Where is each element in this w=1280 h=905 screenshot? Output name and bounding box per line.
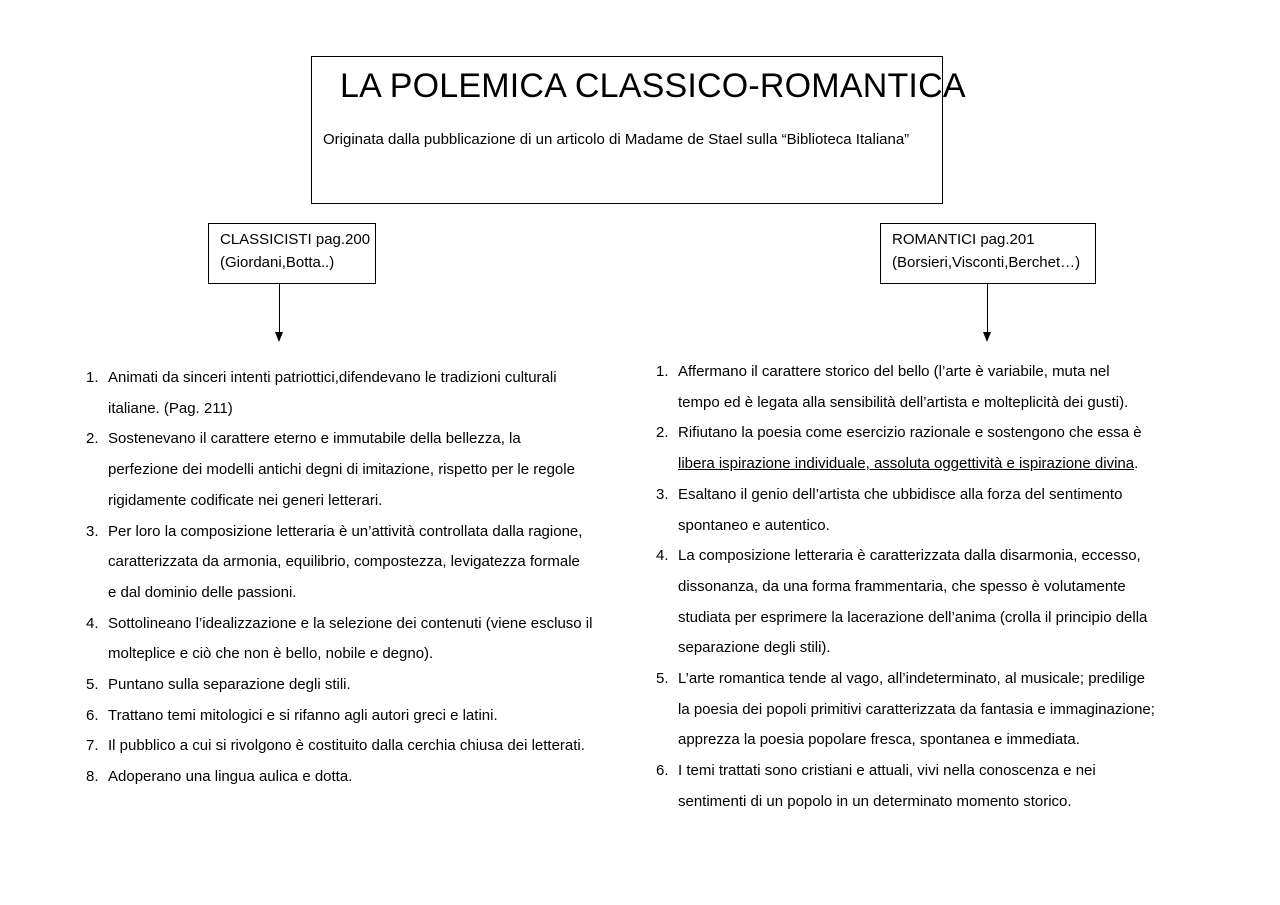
list-item-number: 4. [86,614,99,632]
list-item-line: rigidamente codificate nei generi letterari. [108,491,383,509]
list-item [86,609,616,670]
classicisti-heading: CLASSICISTI pag.200 [220,231,371,248]
list-item-number: 3. [86,522,99,540]
list-item [86,670,616,701]
underlined-text: libera ispirazione individuale, assoluta oggettività e ispirazione divina [678,455,1135,473]
classicisti-authors: (Giordani,Botta..) [220,254,335,271]
list-item-number: 1. [656,363,669,380]
list-item-line: studiata per esprimere la lacerazione dell’anima (crolla il principio della [678,608,1148,626]
list-item-number: 6. [656,762,669,780]
arrow-down-right [987,284,988,340]
underlined-tail: . [1134,455,1139,473]
list-item-line: Esaltano il genio dell’artista che ubbidisce alla forza del sentimento [678,485,1123,503]
romantici-list [656,357,1186,818]
list-item-number: 7. [86,737,99,755]
list-item [656,480,1186,541]
list-item-line: Sottolineano l’idealizzazione e la selezione dei contenuti (viene escluso il [108,614,593,632]
list-item [656,541,1186,664]
list-item-line: separazione degli stili). [678,639,831,657]
romantici-heading: ROMANTICI pag.201 [892,231,1035,248]
list-item-line: dissonanza, da una forma frammentaria, che spesso è volutamente [678,577,1126,595]
list-item-number: 4. [656,547,669,565]
title-box [311,56,966,204]
list-item-line: molteplice e ciò che non è bello, nobile e degno). [108,645,434,663]
classicisti-box [208,223,376,284]
list-item-line: la poesia dei popoli primitivi caratterizzata da fantasia e immaginazione; [678,700,1155,718]
list-item [86,424,616,516]
list-item-line: Animati da sinceri intenti patriottici,difendevano le tradizioni culturali [108,369,557,386]
list-item-number: 5. [656,670,669,688]
list-item-line: caratterizzata da armonia, equilibrio, compostezza, levigatezza formale [108,553,580,571]
page-title: LA POLEMICA CLASSICO-ROMANTICA [340,67,966,105]
list-item-number: 5. [86,676,99,694]
romantici-authors: (Borsieri,Visconti,Berchet…) [892,254,1081,271]
list-item-line: Affermano il carattere storico del bello (l’arte è variabile, muta nel [678,363,1110,380]
list-item-line: Rifiutano la poesia come esercizio razionale e sostengono che essa è [678,424,1142,442]
list-item-line: spontaneo e autentico. [678,516,830,534]
list-item-line: Per loro la composizione letteraria è un’attività controllata dalla ragione, [108,522,583,540]
page-subtitle: Originata dalla pubblicazione di un articolo di Madame de Stael sulla “Biblioteca Italiana” [323,131,910,148]
list-item-line: Adoperano una lingua aulica e dotta. [108,768,353,786]
list-item-line: Trattano temi mitologici e si rifanno agli autori greci e latini. [108,706,498,724]
list-item-number: 1. [86,369,99,386]
list-item-line: apprezza la poesia popolare fresca, spontanea e immediata. [678,731,1080,749]
list-item-line: e dal dominio delle passioni. [108,583,297,601]
list-item-line: italiane. (Pag. 211) [108,399,233,417]
list-item [86,762,616,793]
list-item [656,418,1186,479]
list-item-line: La composizione letteraria è caratterizzata dalla disarmonia, eccesso, [678,547,1141,565]
list-item-number: 3. [656,485,669,503]
list-item-number: 2. [86,430,99,448]
arrow-down-left [279,284,280,340]
list-item-number: 6. [86,706,99,724]
list-item [86,701,616,732]
list-item [656,357,1186,418]
romantici-box [880,223,1096,284]
list-item [86,517,616,609]
list-item-line: Il pubblico a cui si rivolgono è costituito dalla cerchia chiusa dei letterati. [108,737,585,755]
list-item-line: L’arte romantica tende al vago, all’indeterminato, al musicale; predilige [678,670,1145,688]
list-item [86,363,616,424]
list-item [656,664,1186,756]
list-item-line: I temi trattati sono cristiani e attuali, vivi nella conoscenza e nei [678,762,1096,780]
list-item-line: tempo ed è legata alla sensibilità dell’artista e molteplicità dei gusti). [678,393,1129,411]
list-item-line: perfezione dei modelli antichi degni di imitazione, rispetto per le regole [108,461,575,479]
list-item [86,731,616,762]
list-item-line: Puntano sulla separazione degli stili. [108,676,351,694]
list-item-line: Sostenevano il carattere eterno e immutabile della bellezza, la [108,430,521,448]
classicisti-list [86,363,616,793]
list-item [656,756,1186,817]
list-item-line: sentimenti di un popolo in un determinato momento storico. [678,792,1072,810]
list-item-line [678,449,1186,480]
list-item-number: 2. [656,424,669,442]
list-item-number: 8. [86,768,99,786]
